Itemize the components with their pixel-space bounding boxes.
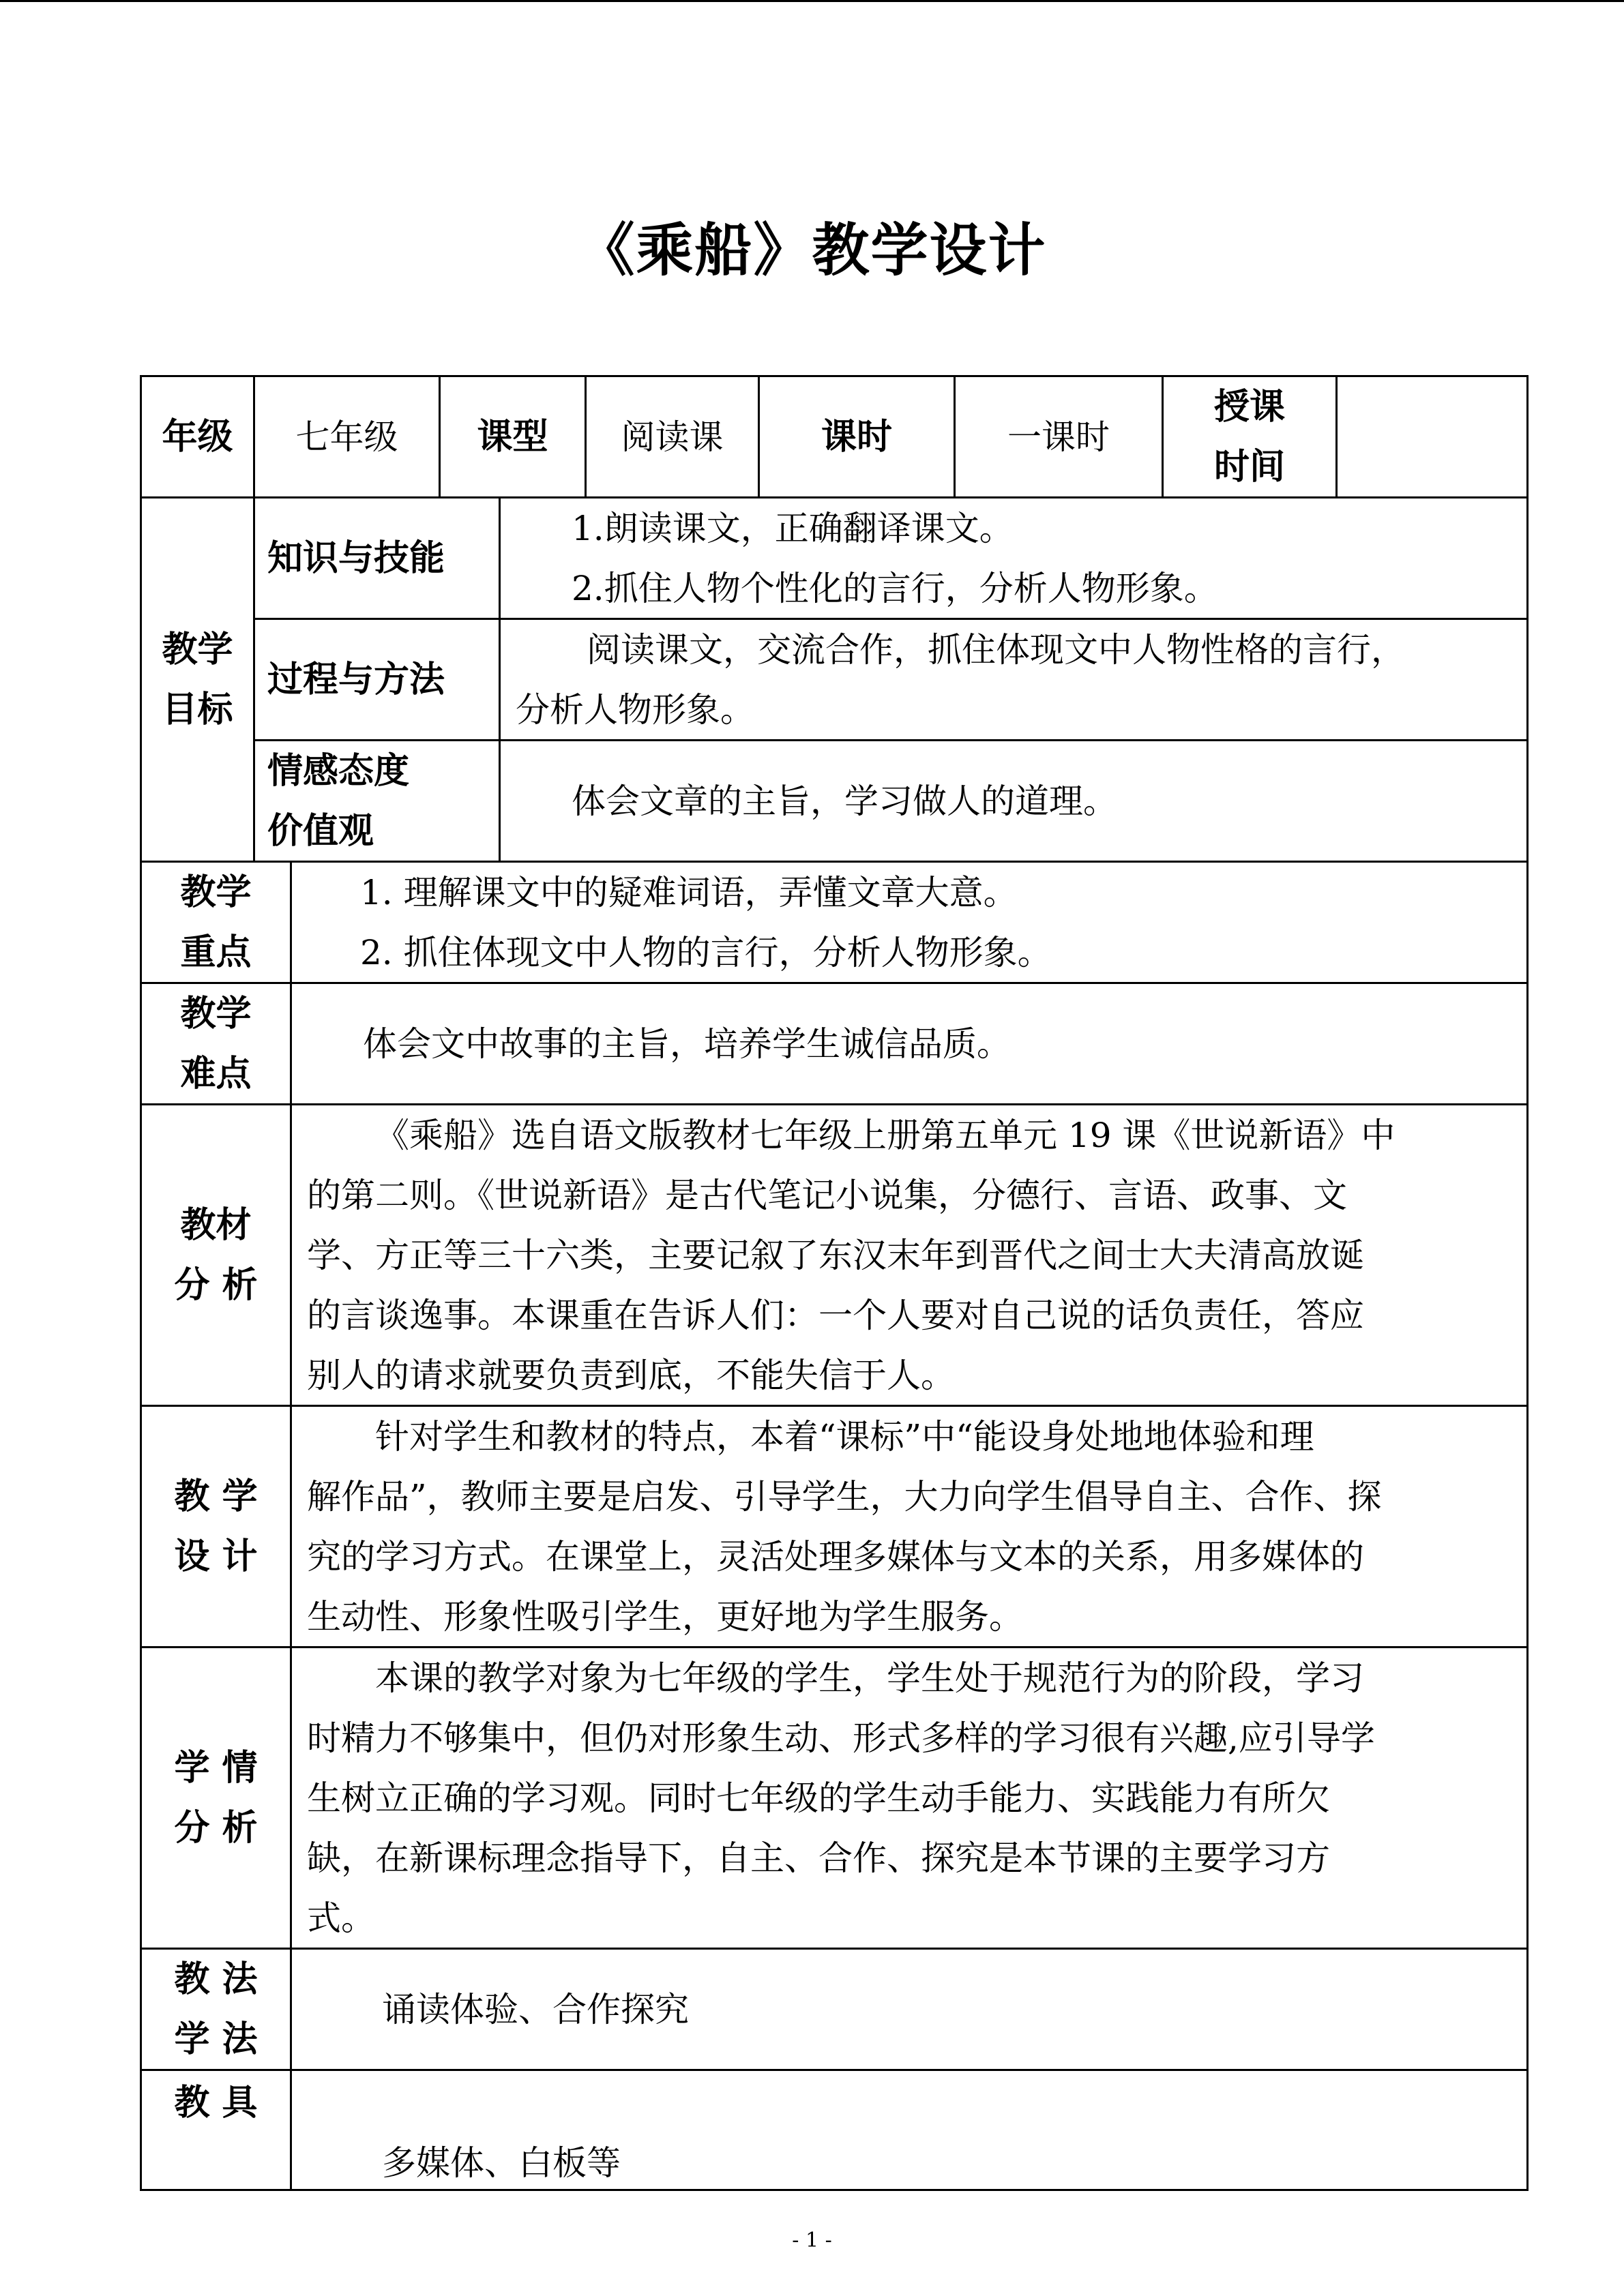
key-points-label-line-2: 重点: [180, 931, 252, 973]
material-line: 《乘船》选自语文版教材七年级上册第五单元 19 课《世说新语》中: [375, 1116, 1396, 1155]
material-analysis-label-line-2: 分 析: [174, 1264, 258, 1306]
student-analysis-text: [292, 1648, 1526, 1948]
material-line: 别人的请求就要负责到底，不能失信于人。: [307, 1356, 955, 1395]
material-analysis-label-line-1: 教材: [180, 1204, 252, 1246]
process-methods-text: [501, 620, 1526, 739]
difficulties-label-line-1: 教学: [180, 993, 252, 1034]
top-border: [0, 0, 1624, 2]
teaching-time-label-line-2: 时间: [1213, 446, 1285, 488]
objectives-label: [142, 498, 253, 861]
methods-label: [142, 1950, 290, 2069]
class-hours-value: 一课时: [1007, 417, 1110, 457]
emotion-values-text: 体会文章的主旨，学习做人的道理。: [572, 781, 1117, 821]
key-points-line-1: 1. 理解课文中的疑难词语，弄懂文章大意。: [360, 873, 1018, 912]
knowledge-skills-line-2: 2.抓住人物个性化的言行，分析人物形象。: [572, 569, 1218, 608]
students-line: 时精力不够集中，但仍对形象生动、形式多样的学习很有兴趣,应引导学: [307, 1718, 1375, 1758]
key-points-line-2: 2. 抓住体现文中人物的言行，分析人物形象。: [360, 933, 1052, 972]
design-line: 解作品”，教师主要是启发、引导学生，大力向学生倡导自主、合作、探: [307, 1477, 1382, 1517]
difficulties-text: 体会文中故事的主旨，培养学生诚信品质。: [363, 1024, 1011, 1064]
emotion-values-label-line-2: 价值观: [267, 811, 374, 852]
students-line: 生树立正确的学习观。同时七年级的学生动手能力、实践能力有所欠: [307, 1778, 1330, 1818]
process-methods-label: 过程与方法: [267, 659, 445, 700]
lesson-type-label: 课型: [477, 416, 548, 458]
material-analysis-text: [292, 1105, 1526, 1405]
teaching-time-label: [1164, 377, 1335, 496]
teaching-design-label-line-2: 设 计: [174, 1536, 258, 1577]
objectives-label-line-2: 目标: [162, 689, 233, 730]
knowledge-skills-label: 知识与技能: [267, 537, 445, 579]
key-points-label-line-1: 教学: [180, 871, 252, 913]
teaching-time-label-line-1: 授课: [1213, 386, 1285, 428]
lesson-type-value: 阅读课: [621, 417, 724, 457]
student-analysis-label: [142, 1648, 290, 1948]
difficulties-label-line-2: 难点: [180, 1053, 252, 1094]
teaching-design-text: [292, 1407, 1526, 1646]
process-methods-line-1: 阅读课文，交流合作，抓住体现文中人物性格的言行，: [587, 630, 1405, 670]
methods-label-line-1: 教 法: [174, 1958, 258, 2000]
objectives-label-line-1: 教学: [162, 629, 233, 670]
methods-text: 诵读体验、合作探究: [382, 1989, 689, 2029]
material-line: 学、方正等三十六类，主要记叙了东汉末年到晋代之间士大夫清高放诞: [307, 1236, 1364, 1275]
teaching-time-value: [1338, 377, 1526, 496]
knowledge-skills-line-1: 1.朗读课文，正确翻译课文。: [572, 509, 1014, 548]
tools-text: 多媒体、白板等: [382, 2143, 621, 2183]
design-line: 针对学生和教材的特点，本着“课标”中“能设身处地地体验和理: [375, 1417, 1314, 1457]
design-line: 生动性、形象性吸引学生，更好地为学生服务。: [307, 1597, 1023, 1637]
material-line: 的第二则。《世说新语》是古代笔记小说集，分德行、言语、政事、文: [307, 1176, 1347, 1215]
key-points-text: [292, 863, 1526, 982]
page-title: 《乘船》教学设计: [577, 217, 1047, 284]
student-analysis-label-line-1: 学 情: [174, 1747, 258, 1789]
design-line: 究的学习方式。在课堂上，灵活处理多媒体与文本的关系，用多媒体的: [307, 1537, 1364, 1577]
students-line: 式。: [307, 1898, 375, 1938]
methods-label-line-2: 学 法: [174, 2018, 258, 2060]
student-analysis-label-line-2: 分 析: [174, 1807, 258, 1849]
knowledge-skills-text: [501, 498, 1526, 618]
material-analysis-label: [142, 1105, 290, 1405]
emotion-values-label-line-1: 情感态度: [267, 751, 410, 792]
tools-label: 教 具: [174, 2083, 258, 2123]
process-methods-line-2: 分析人物形象。: [516, 690, 754, 730]
key-points-label: [142, 863, 290, 982]
grade-label: 年级: [162, 416, 233, 458]
students-line: 缺，在新课标理念指导下，自主、合作、探究是本节课的主要学习方: [307, 1838, 1330, 1878]
page-number: - 1 -: [792, 2228, 832, 2252]
material-line: 的言谈逸事。本课重在告诉人们：一个人要对自己说的话负责任，答应: [307, 1296, 1364, 1335]
teaching-design-label-line-1: 教 学: [174, 1476, 258, 1517]
grade-value: 七年级: [295, 417, 398, 457]
students-line: 本课的教学对象为七年级的学生，学生处于规范行为的阶段，学习: [375, 1658, 1364, 1698]
difficulties-label: [142, 984, 290, 1103]
emotion-values-label: [267, 741, 499, 861]
teaching-design-label: [142, 1407, 290, 1646]
class-hours-label: 课时: [821, 416, 892, 458]
